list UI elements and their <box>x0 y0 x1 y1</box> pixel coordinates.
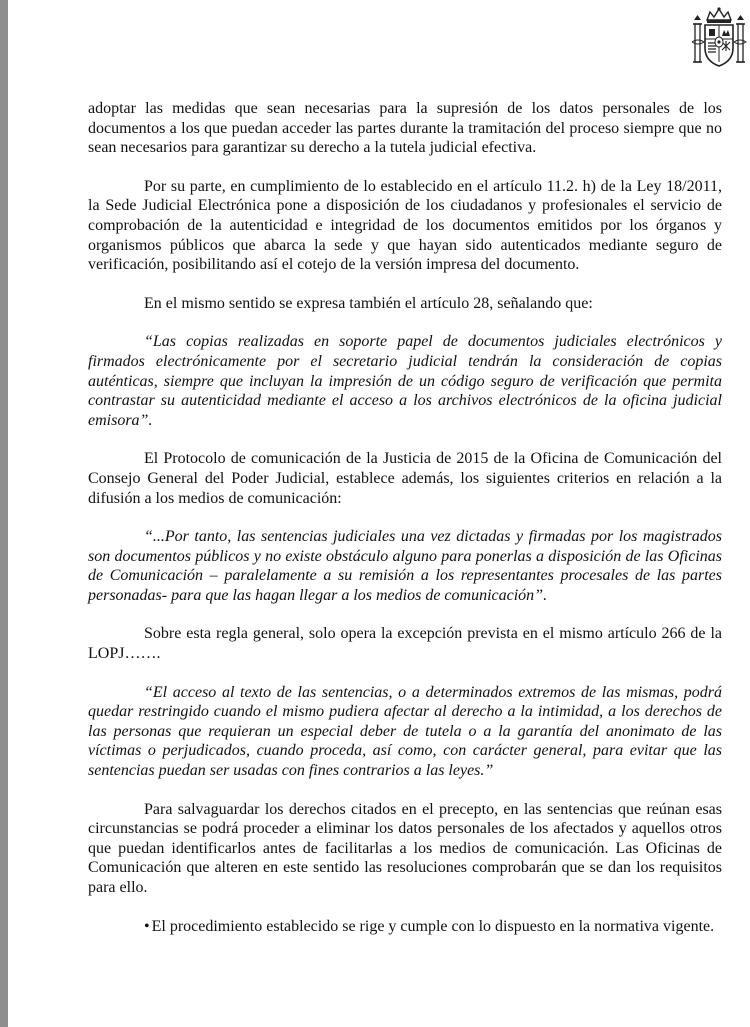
page-left-edge <box>0 0 8 1027</box>
quote-sentencias-publicas: “...Por tanto, las sentencias judiciales una vez dictadas y firmadas por los magistrados son documentos públicos y no existe obstáculo alguno para ponerlas a disposición de las Oficinas de Comunicación – paralelamente a su remisión a los representantes procesales de las partes personadas- para que las hagan llegar a los medios de comunicación”. <box>88 528 722 604</box>
paragraph-excepcion-lopj: Sobre esta regla general, solo opera la excepción prevista en el mismo artículo 266 de la LOPJ……. <box>88 625 722 663</box>
quote-copias-autenticas: “Las copias realizadas en soporte papel de documentos judiciales electrónicos y firmados electrónicamente por el secretario judicial tendrán la consideración de copias auténticas, siempre que incluyan la impresión de un código seguro de verificación que permita contrastar su autenticidad mediante el acceso a los archivos electrónicos de la oficina judicial emisora”. <box>88 333 722 429</box>
bullet-item <box>88 917 722 937</box>
paragraph-articulo-28: En el mismo sentido se expresa también el artículo 28, señalando que: <box>144 294 593 312</box>
paragraph-salvaguardar-derechos: Para salvaguardar los derechos citados en el precepto, en las sentencias que reúnan esas circunstancias se podrá proceder a eliminar los datos personales de los afectados y aquellos otros que puedan identificarlos antes de facilitarlas a los medios de comunicación. Las Oficinas de Comunicación que alteren en este sentido las resoluciones comprobarán que se dan los requisitos para ello. <box>88 800 722 896</box>
document-body <box>88 99 722 955</box>
quote-acceso-sentencias: “El acceso al texto de las sentencias, o a determinados extremos de las mismas, podrá quedar restringido cuando el mismo pudiera afectar al derecho a la intimidad, a los derechos de las personas que requieran un especial deber de tutela o a la garantía del anonimato de las víctimas o perjudicados, cuando proceda, así como, con carácter general, para evitar que las sentencias puedan ser usadas con fines contrarios a las leyes.” <box>88 683 722 780</box>
paragraph-continuation: adoptar las medidas que sean necesarias para la supresión de los datos personales de los documentos a los que puedan acceder las partes durante la tramitación del proceso siempre que no sean necesarios para garantizar su derecho a la tutela judicial efectiva. <box>88 100 722 157</box>
bullet-text: El procedimiento establecido se rige y cumple con lo dispuesto en la normativa vigente. <box>151 917 715 935</box>
paragraph-protocolo-comunicacion: El Protocolo de comunicación de la Justicia de 2015 de la Oficina de Comunicación del Consejo General del Poder Judicial, establece además, los siguientes criterios en relación a la difusión a los medios de comunicación: <box>88 450 722 507</box>
paragraph-ley-18-2011: Por su parte, en cumplimiento de lo establecido en el artículo 11.2. h) de la Ley 18/2011, la Sede Judicial Electrónica pone a disposición de los ciudadanos y profesionales el servicio de comprobación de la autenticidad e integridad de los documentos emitidos por los órganos y organismos públicos que abarca la sede y que hayan sido autenticados mediante seguro de verificación, posibilitando así el cotejo de la versión impresa del documento. <box>88 177 722 274</box>
spain-coat-of-arms-icon <box>690 6 748 70</box>
bullet-icon: • <box>144 917 150 935</box>
